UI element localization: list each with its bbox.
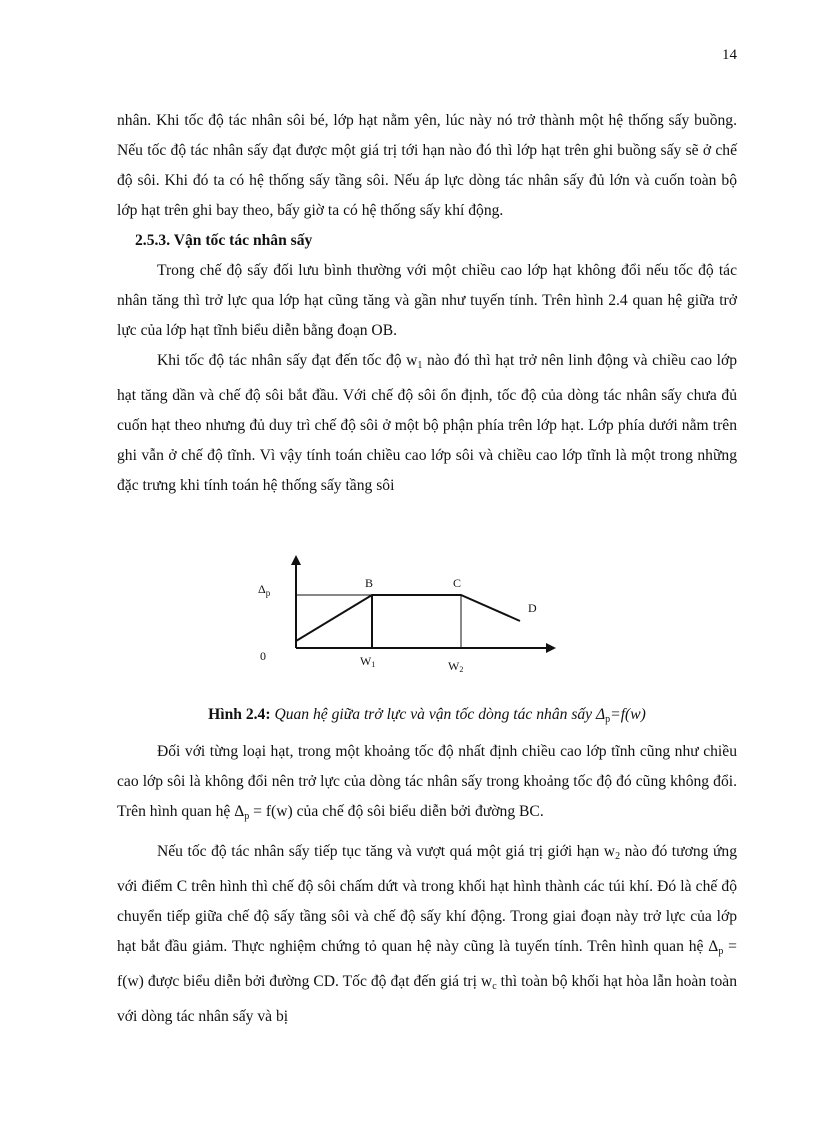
paragraph-3: Khi tốc độ tác nhân sấy đạt đến tốc độ $w_1$ nào đó thì hạt trở nên linh động và chiều cao lớp hạt tăng dần và chế độ sôi bắt đầu. Với chế độ sôi ổn định, tốc độ của dòng tác nhân sấy chưa đủ cuốn hạt theo nhưng đủ duy trì chế độ sôi ở một bộ phận phía trên lớp hạt. Lớp phía dưới nằm trên ghi vẫn ở chế độ tĩnh. Vì vậy tính toán chiều cao lớp sôi và chiều cao lớp tĩnh là một trong những đặc trưng khi tính toán hệ thống sấy tầng sôi <box>117 352 738 494</box>
figure-caption: Hình 2.4: Quan hệ giữa trở lực và vận tốc dòng tác nhân sấy $\Delta_p=f(w)$ <box>208 706 646 725</box>
w1-label: W1 <box>360 654 376 669</box>
paragraph-1: nhân. Khi tốc độ tác nhân sôi bé, lớp hạt nằm yên, lúc này nó trở thành một hệ thống sấy buồng. Nếu tốc độ tác nhân sấy đạt được một giá trị tới hạn nào đó thì lớp hạt trên ghi buồng sấy sẽ ở chế độ sôi. Khi đó ta có hệ thống sấy tầng sôi. Nếu áp lực dòng tác nhân sấy đủ lớn và cuốn toàn bộ lớp hạt trên ghi bay theo, bấy giờ ta có hệ thống sấy khí động. <box>117 112 737 219</box>
point-c-label: C <box>453 576 462 590</box>
origin-label: 0 <box>260 649 266 663</box>
point-b-label: B <box>365 576 374 590</box>
pressure-velocity-diagram <box>250 553 570 683</box>
section-heading: 2.5.3. Vận tốc tác nhân sấy <box>135 232 313 249</box>
paragraph-2: Trong chế độ sấy đối lưu bình thường với một chiều cao lớp hạt không đổi nếu tốc độ tác nhân tăng thì trở lực qua lớp hạt cũng tăng và gần như tuyến tính. Trên hình 2.4 quan hệ giữa trở lực của lớp hạt tĩnh biểu diễn bằng đoạn OB. <box>117 262 737 339</box>
point-d-label: D <box>528 601 537 615</box>
bottom-text-block <box>117 737 737 1032</box>
y-axis-arrow <box>291 555 301 565</box>
curve-obcd <box>296 595 520 641</box>
w2-label: W2 <box>448 659 464 674</box>
y-axis-label: $\Delta_p$ <box>258 582 271 598</box>
top-text-block <box>117 106 737 501</box>
x-axis-arrow <box>546 643 556 653</box>
paragraph-5: Nếu tốc độ tác nhân sấy tiếp tục tăng và vượt quá một giá trị giới hạn $w_2$ nào đó tương ứng với điểm C trên hình thì chế độ sôi chấm dứt và trong khối hạt hình thành các túi khí. Đó là chế độ chuyển tiếp giữa chế độ sấy tầng sôi và chế độ sấy khí động. Trong giai đoạn này trở lực của lớp hạt bắt đầu giảm. Thực nghiệm chứng tỏ quan hệ này cũng là tuyến tính. Trên hình quan hệ $\Delta_p = f(w)$ được biểu diễn bởi đường CD. Tốc độ đạt đến giá trị $w_c$ thì toàn bộ khối hạt hòa lẫn hoàn toàn với dòng tác nhân sấy và bị <box>117 843 737 1025</box>
page-number: 14 <box>722 47 737 63</box>
paragraph-4: Đối với từng loại hạt, trong một khoảng tốc độ nhất định chiều cao lớp tĩnh cũng như chiều cao lớp sôi là không đổi nên trở lực của dòng tác nhân sấy trong khoảng tốc độ đó cũng không đổi. Trên hình quan hệ $\Delta_p = f(w)$ của chế độ sôi biểu diễn bởi đường BC. <box>117 743 737 822</box>
